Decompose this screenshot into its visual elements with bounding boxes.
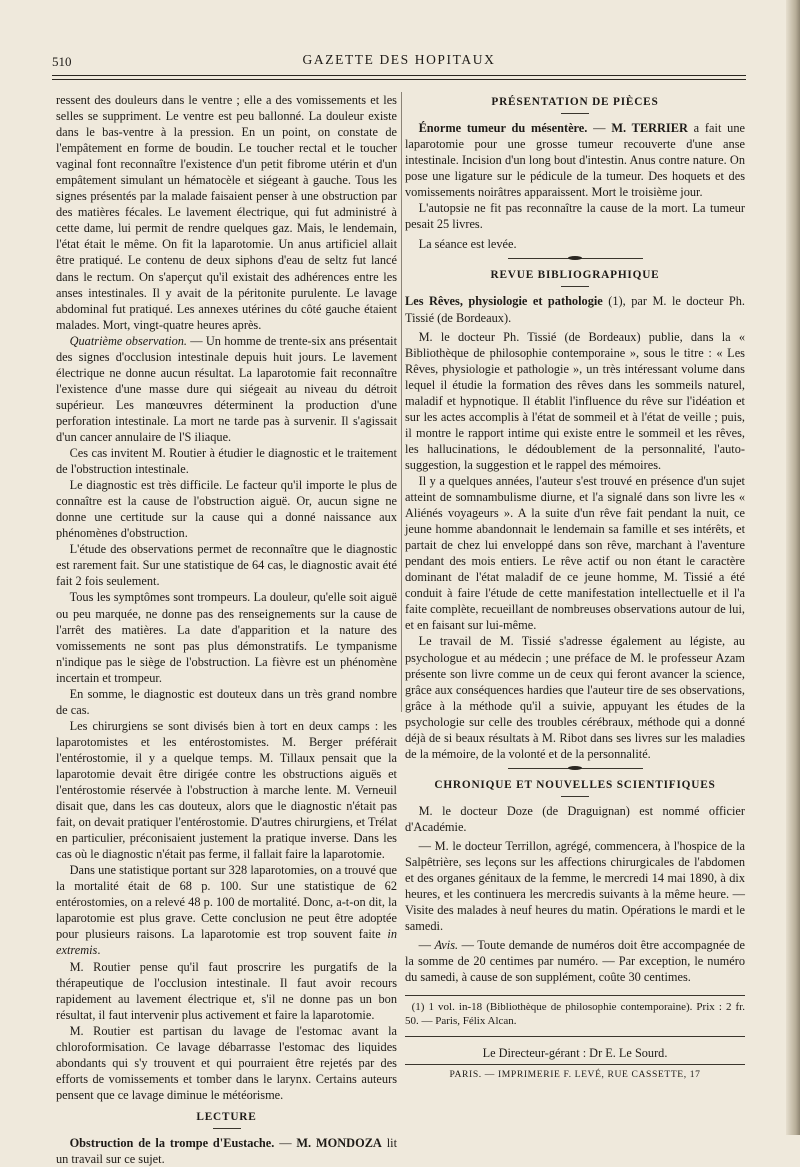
avis-label: Avis. — [434, 938, 459, 953]
section-heading-chronique: CHRONIQUE ET NOUVELLES SCIENTIFIQUES — [434, 778, 716, 791]
ornamental-rule — [508, 258, 643, 259]
paragraph: Ces cas invitent M. Routier à étudier le diagnostic et le traitement de l'obstruction intestinale. — [56, 446, 397, 477]
page-edge-shadow — [786, 0, 800, 1135]
page-number: 510 — [52, 54, 72, 69]
presentation-author: M. TERRIER — [611, 121, 688, 136]
signature-rule — [405, 1036, 745, 1037]
paragraph: M. Routier pense qu'il faut proscrire les purgatifs de la thérapeutique de l'occlusion intestinale. Il faut avoir recours rapidement au lavement électrique et, s'il ne donne pas un bon résultat, il faut intervenir plus activement et faire la laparotomie. — [56, 959, 397, 1022]
short-separator — [213, 1128, 241, 1129]
paragraph: L'autopsie ne fit pas reconnaître la cause de la mort. La tumeur pesait 25 livres. — [405, 201, 745, 232]
section-heading-presentation: PRÉSENTATION DE PIÈCES — [491, 96, 659, 108]
short-separator — [561, 796, 589, 797]
journal-title: GAZETTE DES HOPITAUX — [302, 52, 496, 67]
header-rule-thick — [52, 75, 746, 76]
paragraph: M. le docteur Doze (de Draguignan) est nommé officier d'Académie. — [405, 803, 745, 834]
paragraph-presentation: Énorme tumeur du mésentère. — M. TERRIER a fait une laparotomie pour une grosse tumeur recouverte d'une anse intestinale. Incision d'un long bout d'intestin. Anus contre nature. On pose une ligature sur le pédicule de la tumeur. Des hoquets et des vomissements noirâtres apparaissent. Mort le troisième jour. — [405, 121, 745, 200]
paragraph: — M. le docteur Terrillon, agrégé, commencera, à l'hospice de la Salpêtrière, ses leçons sur les affections chirurgicales de l'abdomen et des organes génitaux de la femme, le mercredi 14 mai 1890, à dix heures, et les continuera les mercredis suivants à la même heure. — Visite des malades à neuf heures du matin. Opérations le mardi et le samedi. — [405, 838, 745, 934]
lecture-title: Obstruction de la trompe d'Eustache. — [69, 1136, 275, 1150]
observation-label: Quatrième observation. — [69, 333, 188, 348]
paragraph-statistique: Dans une statistique portant sur 328 laparotomies, on a trouvé que la mortalité était de 68 p. 100. Sur une statistique de 62 entérostomies, on a relevé 48 p. 100 de mortalité. Donc, a-t-on dit, la laparotomie est plus grave. Cette conclusion ne peut être adoptée pour plusieurs raisons. La laparotomie est trop souvent faite in extremis. — [56, 863, 397, 958]
printer-imprint: PARIS. — IMPRIMERIE F. LEVÉ, RUE CASSETTE, 17 — [449, 1069, 701, 1081]
paragraph: M. le docteur Ph. Tissié (de Bordeaux) publie, dans la « Bibliothèque de philosophie contemporaine », sous le titre : « Les Rêves, physiologie et pathologie », un très intéressant volume dans lequel il étudie la formation des rêves dans les sommeils naturel, maladif et hypnotique. Il établit l'influence du rêve sur l'idéation et sur les actes accomplis à l'état de sommeil et à l'état de veille ; puis, il montre le rapport intime qui existe entre le sommeil et les rêves, les hallucinations, le dédoublement de la personnalité, l'auto-suggestion, la suggestion et le rappel des mémoires. — [405, 329, 745, 472]
footnote-rule — [405, 995, 745, 996]
lecture-author: M. MONDOZA — [296, 1136, 382, 1150]
paragraph: Tous les symptômes sont trompeurs. La douleur, qu'elle soit aiguë ou peu marquée, ne donne pas des renseignements sur la cause de l'arrêt des matières. La date d'apparition et la nature des vomissements ne sont pas plus démonstratifs. Le tympanisme n'indique pas le siège de l'obstruction. La fièvre est un phénomène incertain et trompeur. — [56, 590, 397, 685]
director-signature: Le Directeur-gérant : Dr E. Le Sourd. — [482, 1046, 668, 1061]
section-heading-revue: REVUE BIBLIOGRAPHIQUE — [490, 269, 660, 282]
paragraph: M. Routier est partisan du lavage de l'estomac avant la chloroformisation. Ce lavage débarrasse l'estomac des liquides abondants qui s'y trouvent et qui pourraient être rejetés par des efforts de vomissements et tomber dans le larynx. Certains auteurs pensent que ce lavage diminue le météorisme. — [56, 1023, 397, 1102]
left-column — [56, 92, 397, 1167]
paragraph: L'étude des observations permet de reconnaître que le diagnostic est rarement fait. Sur une statistique de 64 cas, le diagnostic avait été fait 2 fois seulement. — [56, 542, 397, 589]
paragraph: Il y a quelques années, l'auteur s'est trouvé en présence d'un sujet atteint de somnambulisme diurne, et l'a signalé dans son livre les « Aliénés voyageurs ». A la suite d'un rêve fait pendant la nuit, ce jeune homme abandonnait le lendemain sa famille et ses intérêts, et partait de chez lui enveloppé dans son rêve, marchant à l'aventure pendant des mois entiers. Le rêve actif ou non étant le caractère dominant de l'état maladif de ce jeune homme, M. Tissié a été conduit à faire l'étude de cette manifestation intellectuelle et il l'a faite complète, recueillant de nombreuses observations autour de lui, et en faisant sur lui-même. — [405, 473, 745, 633]
paragraph-seance-levee: La séance est levée. — [418, 237, 517, 252]
section-heading-lecture: LECTURE — [196, 1110, 257, 1123]
short-separator — [561, 113, 589, 114]
footnote: (1) 1 vol. in-18 (Bibliothèque de philosophie contemporaine). Prix : 2 fr. 50. — Paris, Félix Alcan. — [405, 1001, 745, 1028]
paragraph-avis: — Avis. — Toute demande de numéros doit être accompagnée de la somme de 20 centimes par numéro. — Par exception, le numéro du samedi, à cause de son supplément, coûte 30 centimes. — [405, 938, 745, 985]
paragraph: En somme, le diagnostic est douteux dans un très grand nombre de cas. — [56, 686, 397, 717]
header-rule-thin — [52, 79, 746, 80]
paragraph-quatrieme-observation: Quatrième observation. — Un homme de trente-six ans présentait des signes d'occlusion intestinale depuis huit jours. Le lavement électrique ne donne aucun résultat. La laparotomie fait reconnaître l'existence d'une masse dure qui siégeait au niveau du détroit supérieur. Les manœuvres déterminent la production d'une perforation intestinale. La mort ne tarde pas à survenir. Il s'agissait d'un cancer annulaire de l'S iliaque. — [56, 333, 398, 444]
column-divider — [401, 92, 402, 712]
paragraph-lecture: Obstruction de la trompe d'Eustache. — M. MONDOZA lit un travail sur ce sujet. — [56, 1136, 397, 1167]
right-column — [405, 92, 745, 1083]
presentation-title: Énorme tumeur du mésentère. — [418, 121, 588, 136]
short-separator — [561, 286, 589, 287]
paragraph: Le diagnostic est très difficile. Le facteur qu'il importe le plus de connaître est la cause de l'obstruction aiguë. Or, aucun signe ne donne une certitude sur la cause qui a donné naissance aux phénomènes d'obstruction. — [56, 478, 397, 541]
paragraph: ressent des douleurs dans le ventre ; elle a des vomissements et les selles se suppriment. Le ventre est peu ballonné. La douleur existe dans le bas-ventre à la pression. En un point, on constate de l'empâtement en forme de boudin. Le toucher rectal et le toucher vaginal font reconnaître l'existence d'un petit fibrome utérin et d'un empâtement simulant un hématocèle et siégeant à gauche. Tous les signes présentés par la malade faisaient penser à une obstruction par des matières fécales. Le lavement électrique, qui fut administré à cette dame, lui permit de rendre quelques gaz. Mais, le lendemain, l'état était le même. On fit la laparotomie. Un anus artificiel allait être pratiqué. Le contenu de deux siphons d'eau de seltz fut lancé dans le rectum. On s'aperçut qu'il existait des adhérences entre les anses intestinales. Il y avait de la péritonite purulente. Le lavage abdominal fut pratiqué. Les annexes utérines du côté gauche étaient malades. Mort, vingt-quatre heures après. — [56, 93, 397, 332]
paragraph: Le travail de M. Tissié s'adresse également au légiste, au psychologue et au médecin ; une préface de M. le professeur Azam présente son livre comme un de ceux qui feront avancer la science, grâce aux conséquences hardies que l'auteur tire de ses observations, grâce à la méthode qu'il a suivie, appuyant les études de la psychologie sur celle des troubles cérébraux, méthode qui a donné déjà de si beaux résultats à M. Ribot dans ses livres sur les maladies de la mémoire, de la volonté et de la personnalité. — [405, 634, 745, 761]
imprint-rule — [405, 1064, 745, 1065]
running-header — [52, 50, 746, 70]
ornamental-rule — [508, 768, 643, 769]
paragraph: Les chirurgiens se sont divisés bien à tort en deux camps : les laparotomistes et les entérostomistes. M. Berger préférait l'entérostomie, il y a quelque temps. M. Tillaux pensait que la laparotomie devait être dirigée contre les obstructions aiguës et l'entérostomie réservée à l'obstruction à marche lente. M. Verneuil disait que, dans les cas douteux, alors que le diagnostic n'était pas fait, on devait pratiquer l'entérostomie. D'autres chirurgiens, et Trélat en particulier, préconisaient justement la pratique inverse. Dans les cas où le diagnostic n'était pas ferme, il fallait faire la laparotomie. — [56, 718, 397, 862]
revue-book-title: Les Rêves, physiologie et pathologie (1), par M. le docteur Ph. Tissié (de Bordeaux). — [405, 294, 745, 325]
